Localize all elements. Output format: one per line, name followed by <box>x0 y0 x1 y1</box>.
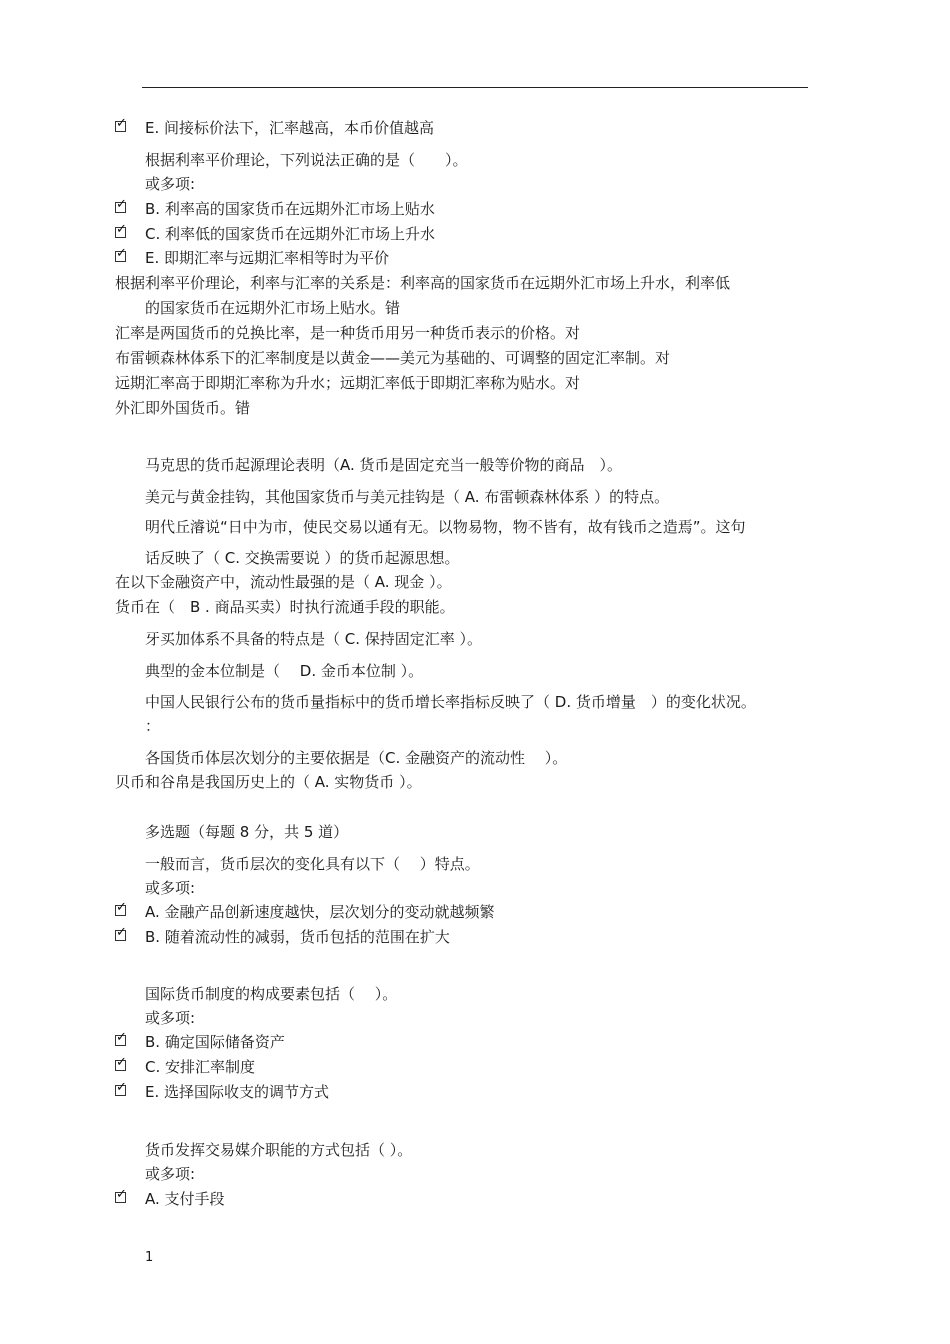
option-e: E. 即期汇率与远期汇率相等时为平价 <box>145 249 390 267</box>
single-choice-line: 美元与黄金挂钩，其他国家货币与美元挂钩是（ A. 布雷顿森林体系 ）的特点。 <box>145 488 670 506</box>
option-e: E. 间接标价法下，汇率越高，本币价值越高 <box>145 119 435 137</box>
checkbox-checked[interactable] <box>115 1085 126 1096</box>
single-choice-line: 货币在（ B . 商品买卖）时执行流通手段的职能。 <box>115 598 455 616</box>
option-c: C. 安排汇率制度 <box>145 1058 256 1076</box>
multi-choice-header: 多选题（每题 8 分，共 5 道） <box>145 823 349 841</box>
header-rule <box>142 87 808 88</box>
checkbox-checked[interactable] <box>115 251 126 262</box>
single-choice-line: 中国人民银行公布的货币量指标中的货币增长率指标反映了（ D. 货币增量 ）的变化状况。 <box>145 693 756 711</box>
option-c: C. 利率低的国家货币在远期外汇市场上升水 <box>145 225 436 243</box>
checkbox-checked[interactable] <box>115 905 126 916</box>
checkbox-checked[interactable] <box>115 1192 126 1203</box>
multi-question: 国际货币制度的构成要素包括（ ）。 <box>145 985 398 1003</box>
question-type-label: 或多项: <box>145 175 196 193</box>
single-choice-line: 牙买加体系不具备的特点是（ C. 保持固定汇率 ）。 <box>145 630 483 648</box>
single-choice-line: 贝币和谷帛是我国历史上的（ A. 实物货币 ）。 <box>115 773 422 791</box>
option-b: B. 利率高的国家货币在远期外汇市场上贴水 <box>145 200 435 218</box>
question-type-label: 或多项: <box>145 1009 196 1027</box>
multi-question: 货币发挥交易媒介职能的方式包括（ ）。 <box>145 1141 413 1159</box>
judgment-line: 的国家货币在远期外汇市场上贴水。错 <box>145 299 401 317</box>
single-choice-line: 各国货币体层次划分的主要依据是（C. 金融资产的流动性 ）。 <box>145 749 568 767</box>
option-a: A. 支付手段 <box>145 1190 225 1208</box>
question-type-label: 或多项: <box>145 1165 196 1183</box>
judgment-line: 布雷顿森林体系下的汇率制度是以黄金——美元为基础的、可调整的固定汇率制。对 <box>115 349 671 367</box>
checkbox-checked[interactable] <box>115 227 126 238</box>
question-type-label: 或多项: <box>145 879 196 897</box>
single-choice-line: 典型的金本位制是（ D. 金币本位制 ）。 <box>145 662 424 680</box>
option-b: B. 确定国际储备资产 <box>145 1033 285 1051</box>
judgment-line: 远期汇率高于即期汇率称为升水；远期汇率低于即期汇率称为贴水。对 <box>115 374 581 392</box>
single-choice-line: 在以下金融资产中，流动性最强的是（ A. 现金 ）。 <box>115 573 452 591</box>
checkbox-checked[interactable] <box>115 121 126 132</box>
judgment-line: 外汇即外国货币。错 <box>115 399 251 417</box>
single-choice-line: 马克思的货币起源理论表明（A. 货币是固定充当一般等价物的商品 ）。 <box>145 456 623 474</box>
checkbox-checked[interactable] <box>115 1035 126 1046</box>
page-number: 1 <box>145 1250 154 1265</box>
judgment-line: 汇率是两国货币的兑换比率，是一种货币用另一种货币表示的价格。对 <box>115 324 581 342</box>
checkbox-checked[interactable] <box>115 1060 126 1071</box>
question-interest-parity: 根据利率平价理论，下列说法正确的是（ ）。 <box>145 151 468 169</box>
multi-question: 一般而言，货币层次的变化具有以下（ ）特点。 <box>145 855 480 873</box>
single-choice-line: 话反映了（ C. 交换需要说 ）的货币起源思想。 <box>145 549 460 567</box>
single-choice-line: 明代丘濬说“日中为市，使民交易以通有无。以物易物，物不皆有，故有钱币之造焉”。这句 <box>145 518 746 536</box>
judgment-line: 根据利率平价理论，利率与汇率的关系是：利率高的国家货币在远期外汇市场上升水，利率低 <box>115 274 731 292</box>
option-b: B. 随着流动性的减弱，货币包括的范围在扩大 <box>145 928 450 946</box>
option-a: A. 金融产品创新速度越快，层次划分的变动就越频繁 <box>145 903 495 921</box>
checkbox-checked[interactable] <box>115 930 126 941</box>
single-choice-line: ： <box>145 717 161 735</box>
option-e: E. 选择国际收支的调节方式 <box>145 1083 330 1101</box>
checkbox-checked[interactable] <box>115 202 126 213</box>
